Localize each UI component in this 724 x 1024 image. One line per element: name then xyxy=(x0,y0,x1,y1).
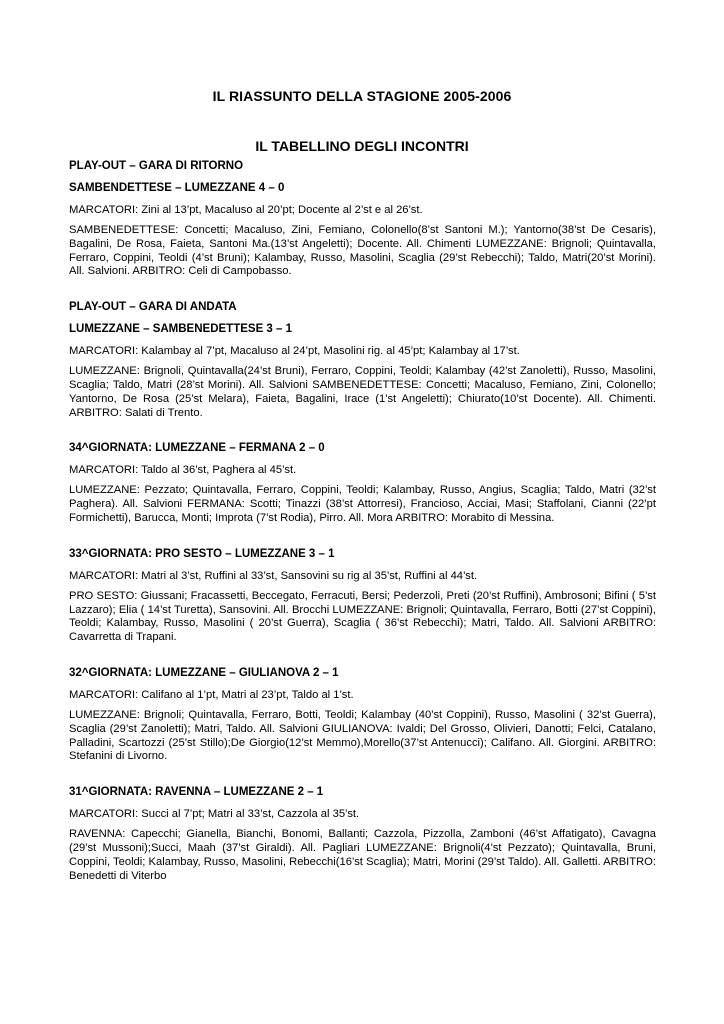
match-lineups: SAMBENEDETTESE: Concetti; Macaluso, Zini, Femiano, Colonello(8’st Santoni M.); Yantorno(38’st De Cesaris), Bagalini, De Rosa, Faieta, Santoni Ma.(13’st Angeletti); Docente. All. Chimenti LUMEZZANE: Brignoli; Quintavalla, Ferraro, Coppini, Teoldi (4’st Bruni); Kalambay, Russo, Masolini, Scaglia (29’st Rebecchi); Taldo, Matri(20’st Morini). All. Salvioni. ARBITRO: Celi di Campobasso. xyxy=(69,224,656,278)
match-scorers: MARCATORI: Zini al 13’pt, Macaluso al 20’pt; Docente al 2’st e al 26’st. xyxy=(69,204,423,216)
match-lineups: PRO SESTO: Giussani; Fracassetti, Beccegato, Ferracuti, Bersi; Pederzoli, Preti (20’st Ruffini), Ambrosoni; Bifini ( 5’st Lazzaro); Elia ( 14’st Turetta), Sansovini. All. Brocchi LUMEZZANE: Brignoli; Quintavalla, Ferraro, Botti (27’st Coppini), Teoldi; Kalambay, Russo, Masolini ( 20’st Guerra), Scaglia ( 36’st Rebecchi); Matri, Taldo. All. Salvioni ARBITRO: Cavarretta di Trapani. xyxy=(69,589,656,644)
match-phase: PLAY-OUT – GARA DI ANDATA xyxy=(69,301,237,314)
match-block xyxy=(69,300,656,420)
match-title: 32^GIORNATA: LUMEZZANE – GIULIANOVA 2 – 1 xyxy=(69,666,339,679)
match-list xyxy=(69,159,656,904)
match-lineups: LUMEZZANE: Brignoli, Quintavalla(24’st Bruni), Ferraro, Coppini, Teoldi; Kalambay (42’st Zanoletti), Russo, Masolini, Scaglia; Taldo, Matri (28’st Morini). All. Salvioni SAMBENEDETTESE: Concetti; Macaluso, Femiano, Zini, Colonello; Yantorno, De Rosa (25’st Melara), Faieta, Bagalini, Irace (1’st Angeletti); Chiurato(10’st Docente). All. Chimenti. ARBITRO: Salati di Trento. xyxy=(69,365,656,419)
match-block xyxy=(69,785,656,883)
match-block xyxy=(69,547,656,645)
match-block xyxy=(69,666,656,764)
match-title: 31^GIORNATA: RAVENNA – LUMEZZANE 2 – 1 xyxy=(69,786,324,799)
document-title: IL RIASSUNTO DELLA STAGIONE 2005-2006 xyxy=(212,88,512,104)
document-subtitle: IL TABELLINO DEGLI INCONTRI xyxy=(255,138,469,154)
match-scorers: MARCATORI: Kalambay al 7’pt, Macaluso al 24’pt, Masolini rig. al 45’pt; Kalambay al 17’st. xyxy=(69,345,520,358)
match-scorers: MARCATORI: Califano al 1’pt, Matri al 23’pt, Taldo al 1’st. xyxy=(69,688,354,701)
match-scorers: MARCATORI: Matri al 3’st, Ruffini al 33’st, Sansovini su rig al 35’st, Ruffini al 44’st. xyxy=(69,569,478,582)
match-title: SAMBENDETTESE – LUMEZZANE 4 – 0 xyxy=(69,182,285,194)
match-scorers: MARCATORI: Succi al 7’pt; Matri al 33’st, Cazzola al 35’st. xyxy=(69,808,360,821)
match-lineups: LUMEZZANE: Brignoli; Quintavalla, Ferraro, Botti, Teoldi; Kalambay (40’st Coppini), Russo, Masolini ( 32’st Guerra), Scaglia (29’st Zanoletti); Matri, Taldo. All. Salvioni GIULIANOVA: Ivaldi; Del Grosso, Olivieri, Danotti; Felci, Catalano, Palladini, Scartozzi (25’st Stillo);De Giorgio(12’st Memmo),Morello(37’st Antenucci); Califano. All. Giorgini. ARBITRO: Stefanini di Livorno. xyxy=(69,708,656,763)
match-block xyxy=(69,441,656,525)
match-block xyxy=(69,159,656,279)
match-title: 34^GIORNATA: LUMEZZANE – FERMANA 2 – 0 xyxy=(69,442,325,455)
match-title: LUMEZZANE – SAMBENEDETTESE 3 – 1 xyxy=(69,323,293,336)
match-title: 33^GIORNATA: PRO SESTO – LUMEZZANE 3 – 1 xyxy=(69,547,335,560)
match-lineups: LUMEZZANE: Pezzato; Quintavalla, Ferraro, Coppini, Teoldi; Kalambay, Russo, Angius, Scaglia; Taldo, Matri (32’st Paghera). All. Salvioni FERMANA: Scotti; Tinazzi (38’st Attorresi), Francioso, Acciai, Masi; Staffolani, Cianni (22’pt Formichetti), Barucca, Monti; Improta (7’st Rodia), Pirro. All. Mora ARBITRO: Morabito di Messina. xyxy=(69,484,656,524)
match-lineups: RAVENNA: Capecchi; Gianella, Bianchi, Bonomi, Ballanti; Cazzola, Pizzolla, Zamboni (46’st Affatigato), Cavagna (29’st Mussoni);Succi, Maah (37’st Giraldi). All. Pagliari LUMEZZANE: Brignoli(4’st Pezzato); Quintavalla, Bruni, Coppini, Teoldi; Kalambay, Russo, Masolini, Rebecchi(16’st Scaglia); Matri, Morini (29’st Taldo). All. Galletti. ARBITRO: Benedetti di Viterbo xyxy=(69,828,656,882)
match-phase: PLAY-OUT – GARA DI RITORNO xyxy=(69,160,244,172)
match-scorers: MARCATORI: Taldo al 36’st, Paghera al 45’st. xyxy=(69,464,297,477)
